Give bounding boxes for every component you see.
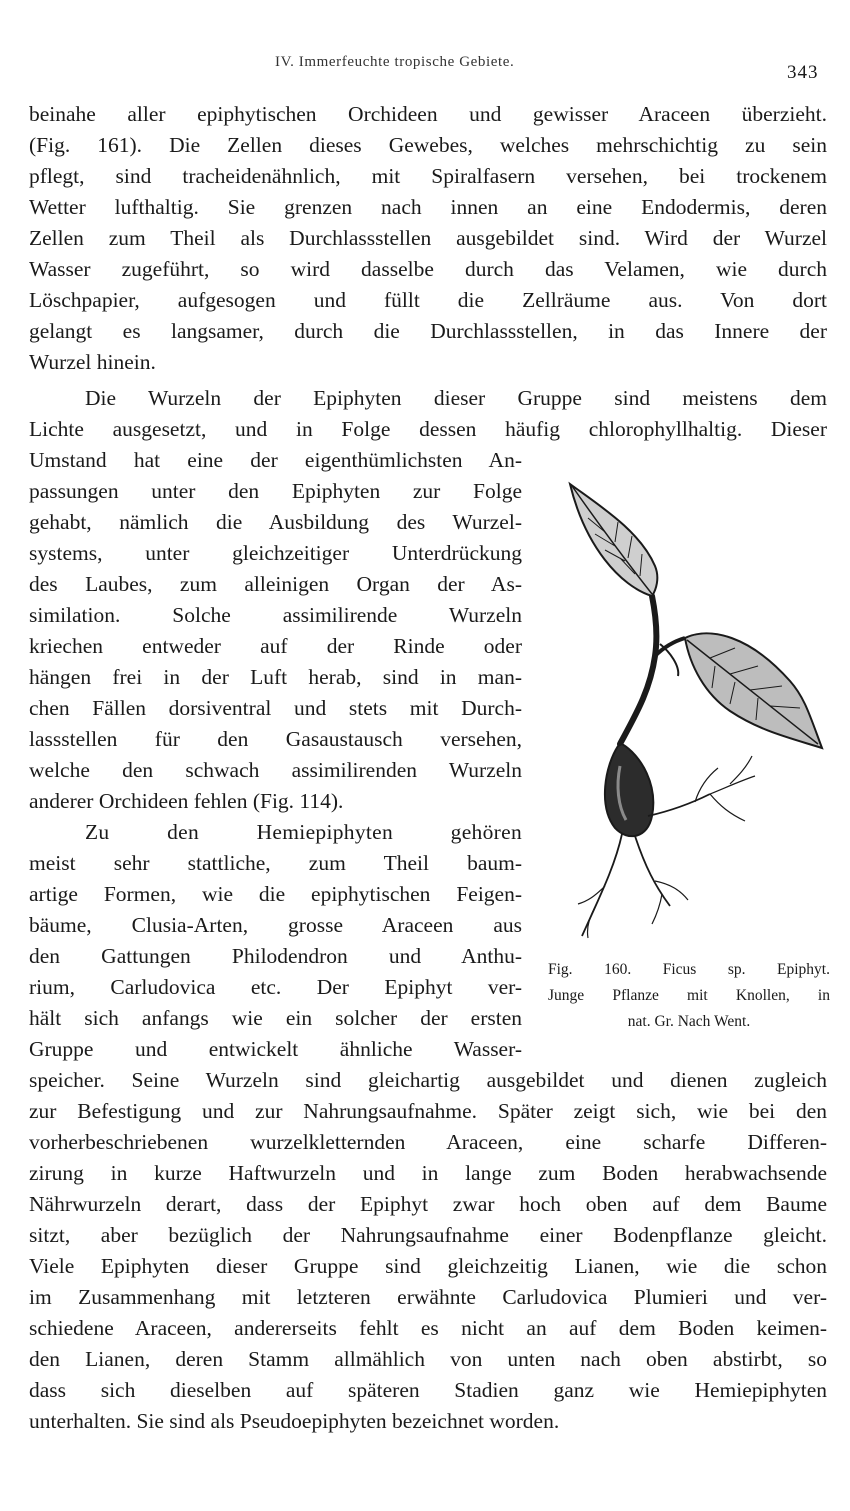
- text-line: lassstellen für den Gasaustausch versehen,: [29, 727, 522, 751]
- text-line: kriechen entweder auf der Rinde oder: [29, 634, 522, 658]
- text-line: Wurzel hinein.: [29, 350, 156, 374]
- page-header: [0, 50, 850, 83]
- caption-line: Fig. 160. Ficus sp. Epiphyt.: [548, 961, 830, 978]
- text-line: welche den schwach assimilirenden Wurzeln: [29, 758, 522, 782]
- ficus-seedling-figure: [560, 476, 825, 946]
- text-line: zur Befestigung und zur Nahrungsaufnahme. Später zeigt sich, wie bei den: [29, 1099, 827, 1123]
- text-line: Zellen zum Theil als Durchlassstellen ausgebildet sind. Wird der Wurzel: [29, 226, 827, 250]
- text-line: hält sich anfangs wie ein solcher der ersten: [29, 1006, 522, 1030]
- ficus-seedling-illustration: [560, 476, 825, 946]
- text-line: Lichte ausgesetzt, und in Folge dessen häufig chlorophyllhaltig. Dieser: [29, 417, 827, 441]
- text-line: Viele Epiphyten dieser Gruppe sind gleichzeitig Lianen, wie die schon: [29, 1254, 827, 1278]
- text-line: schiedene Araceen, andererseits fehlt es nicht an auf dem Boden keimen-: [29, 1316, 827, 1340]
- text-line: systems, unter gleichzeitiger Unterdrückung: [29, 541, 522, 565]
- text-line: gelangt es langsamer, durch die Durchlassstellen, in das Innere der: [29, 319, 827, 343]
- text-line: Zu den Hemiepiphyten gehören: [85, 820, 522, 844]
- text-line: meist sehr stattliche, zum Theil baum-: [29, 851, 522, 875]
- text-line: Wasser zugeführt, so wird dasselbe durch das Velamen, wie durch: [29, 257, 827, 281]
- text-line: Löschpapier, aufgesogen und füllt die Zellräume aus. Von dort: [29, 288, 827, 312]
- text-line: zirung in kurze Haftwurzeln und in lange zum Boden herabwachsende: [29, 1161, 827, 1185]
- text-line: den Gattungen Philodendron und Anthu-: [29, 944, 522, 968]
- text-line: des Laubes, zum alleinigen Organ der As-: [29, 572, 522, 596]
- text-line: hängen frei in der Luft herab, sind in man-: [29, 665, 522, 689]
- text-line: speicher. Seine Wurzeln sind gleichartig ausgebildet und dienen zugleich: [29, 1068, 827, 1092]
- text-line: rium, Carludovica etc. Der Epiphyt ver-: [29, 975, 522, 999]
- text-line: unterhalten. Sie sind als Pseudoepiphyten bezeichnet worden.: [29, 1409, 560, 1433]
- text-line: den Lianen, deren Stamm allmählich von unten nach oben abstirbt, so: [29, 1347, 827, 1371]
- text-line: dass sich dieselben auf späteren Stadien ganz wie Hemiepiphyten: [29, 1378, 827, 1402]
- figure-caption: [548, 957, 830, 1035]
- text-line: bäume, Clusia-Arten, grosse Araceen aus: [29, 913, 522, 937]
- text-line: Nährwurzeln derart, dass der Epiphyt zwar hoch oben auf dem Baume: [29, 1192, 827, 1216]
- text-line: sitzt, aber bezüglich der Nahrungsaufnahme einer Bodenpflanze gleicht.: [29, 1223, 827, 1247]
- text-line: vorherbeschriebenen wurzelkletternden Araceen, eine scharfe Differen-: [29, 1130, 827, 1154]
- text-line: beinahe aller epiphytischen Orchideen und gewisser Araceen überzieht.: [29, 102, 827, 126]
- page-number: 343: [787, 62, 819, 83]
- text-line: (Fig. 161). Die Zellen dieses Gewebes, welches mehrschichtig zu sein: [29, 133, 827, 157]
- text-line: chen Fällen dorsiventral und stets mit Durch-: [29, 696, 522, 720]
- text-line: anderer Orchideen fehlen (Fig. 114).: [29, 789, 344, 813]
- text-line: passungen unter den Epiphyten zur Folge: [29, 479, 522, 503]
- text-line: Umstand hat eine der eigenthümlichsten An-: [29, 448, 522, 472]
- text-line: similation. Solche assimilirende Wurzeln: [29, 603, 522, 627]
- text-line: Die Wurzeln der Epiphyten dieser Gruppe sind meistens dem: [85, 386, 827, 410]
- text-line: artige Formen, wie die epiphytischen Feigen-: [29, 882, 522, 906]
- running-head: IV. Immerfeuchte tropische Gebiete.: [275, 54, 515, 70]
- text-line: im Zusammenhang mit letzteren erwähnte Carludovica Plumieri und ver-: [29, 1285, 827, 1309]
- text-line: Wetter lufthaltig. Sie grenzen nach innen an eine Endodermis, deren: [29, 195, 827, 219]
- text-line: pflegt, sind tracheidenähnlich, mit Spiralfasern versehen, bei trockenem: [29, 164, 827, 188]
- caption-line: nat. Gr. Nach Went.: [627, 1013, 751, 1030]
- caption-line: Junge Pflanze mit Knollen, in: [548, 987, 830, 1004]
- text-line: Gruppe und entwickelt ähnliche Wasser-: [29, 1037, 522, 1061]
- text-line: gehabt, nämlich die Ausbildung des Wurzel-: [29, 510, 522, 534]
